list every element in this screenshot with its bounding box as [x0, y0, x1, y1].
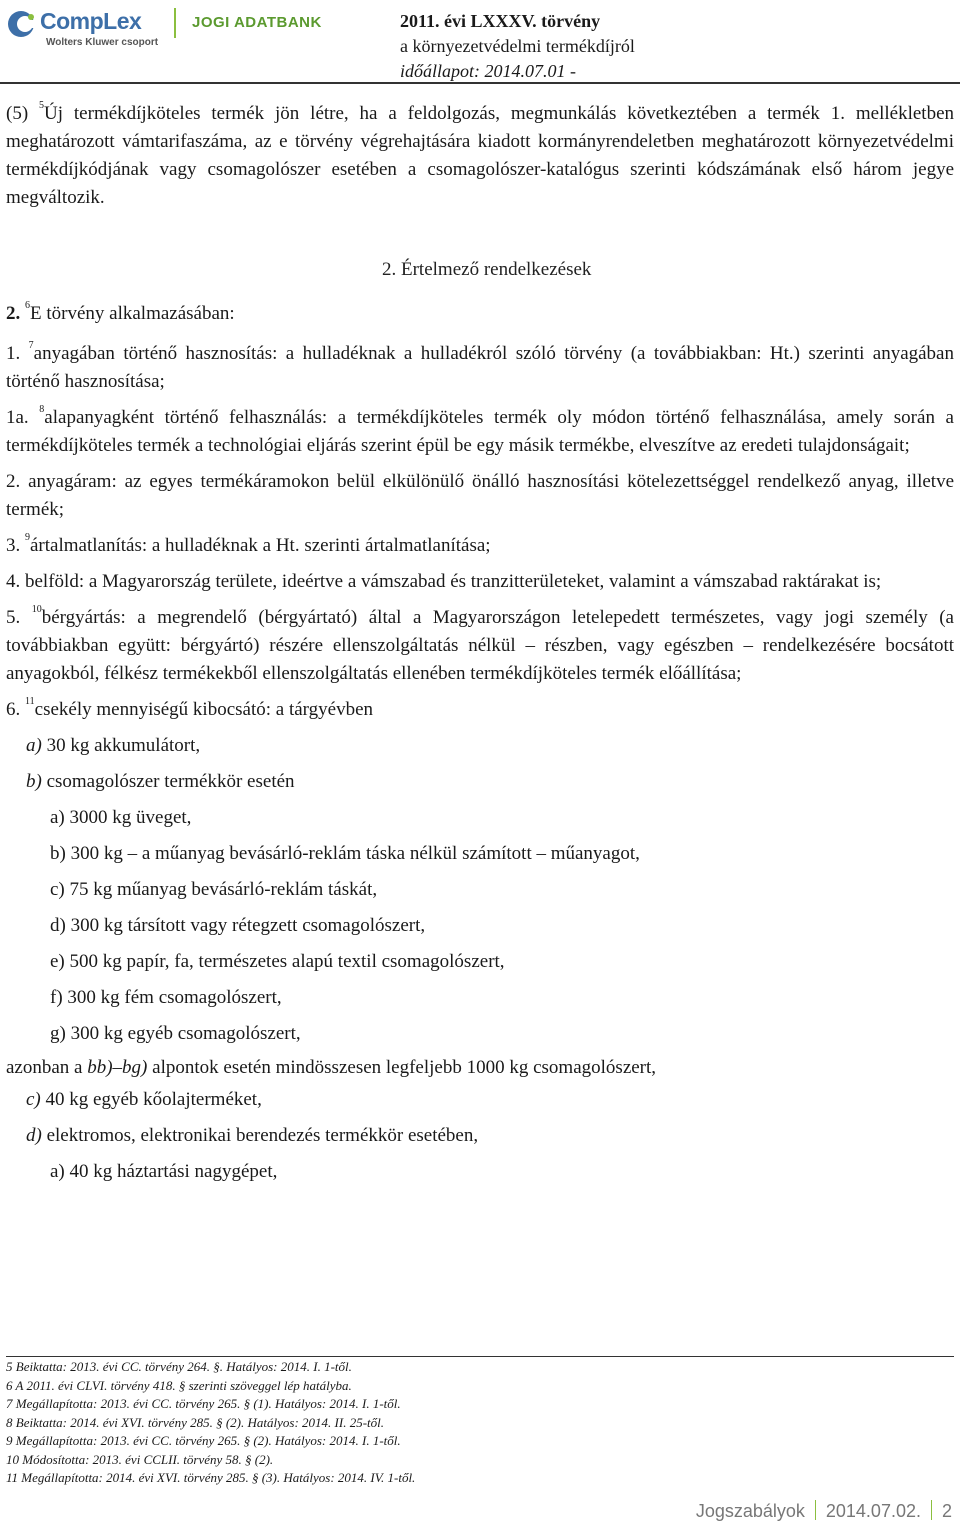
footnotes — [6, 1356, 954, 1488]
page-footer — [696, 1500, 952, 1522]
footnote-ref[interactable]: 6 — [25, 300, 30, 311]
complex-logo-icon — [6, 8, 40, 42]
sub-item: g) 300 kg egyéb csomagolószert, — [50, 1023, 301, 1044]
footer-separator — [931, 1500, 932, 1520]
footer-source: Jogszabályok — [695, 1501, 805, 1521]
footnote-ref[interactable]: 5 — [39, 100, 45, 111]
sub-item: c) 75 kg műanyag bevásárló-reklám táskát, — [50, 879, 378, 900]
item-b: b) csomagolószer termékkör esetén — [26, 771, 295, 792]
complex-logo-name: CompLex — [40, 8, 142, 34]
footer-separator — [815, 1500, 816, 1520]
footnote-ref[interactable]: 10 — [31, 604, 42, 615]
document-header — [400, 9, 635, 84]
sub-item: b) 300 kg – a műanyag bevásárló-reklám táska nélkül számított – műanyagot, — [50, 843, 640, 864]
paragraph-5: (5) $^5$Új termékdíjköteles termék jön létre, ha a feldolgozás, megmunkálás következtében a termék 1. mellékletben meghatározott vámtarifaszáma, az e törvény végrehajtására kiadott kormányrendeletben meghatározott környezetvédelmi termékdíjkódjának vagy csomagolószer esetében a csomagolószer-katalógus szerinti kódszámának első három jegye megváltozik. — [6, 100, 954, 208]
sub-item: f) 300 kg fém csomagolószert, — [50, 987, 282, 1008]
page-header — [0, 0, 960, 80]
page-number: 2 — [941, 1501, 952, 1521]
sub-item: a) 40 kg háztartási nagygépet, — [50, 1161, 278, 1182]
footnote-ref[interactable]: 7 — [28, 340, 34, 351]
jogi-adatbank-logo: JOGI ADATBANK — [192, 14, 322, 31]
definition-item: 3. $^9$ártalmatlanítás: a hulladéknak a Ht. szerinti ártalmatlanítása; — [6, 532, 491, 556]
sub-item: e) 500 kg papír, fa, természetes alapú textil csomagolószert, — [50, 951, 505, 972]
sub-item: d) 300 kg társított vagy rétegzett csomagolószert, — [50, 915, 426, 936]
footnote: 7 Megállapította: 2013. évi CC. törvény 265. § (1). Hatályos: 2014. I. 1-től. — [6, 1396, 401, 1411]
definition-item: 1. $^7$anyagában történő hasznosítás: a hulladéknak a hulladékról szóló törvény (a továbbiakban: Ht.) szerinti anyagában történő hasznosítása; — [6, 340, 954, 392]
footer-date: 2014.07.02. — [825, 1501, 921, 1521]
definition-item: 4. belföld: a Magyarország területe, ideértve a vámszabad és tranzitterületeket, valamint a vámszabad raktárakat is; — [6, 571, 882, 592]
header-rule — [0, 82, 960, 84]
item-d: d) elektromos, elektronikai berendezés termékkör esetében, — [26, 1125, 479, 1146]
footnote-ref[interactable]: 8 — [39, 404, 45, 415]
item-c: c) 40 kg egyéb kőolajterméket, — [26, 1089, 262, 1110]
footnote-ref[interactable]: 9 — [25, 532, 30, 543]
definition-item: 2. anyagáram: az egyes termékáramokon belül elkülönülő önálló hasznosítási kötelezettséggel rendelkező anyag, illetve termék; — [6, 471, 955, 520]
footnote: 5 Beiktatta: 2013. évi CC. törvény 264. §. Hatályos: 2014. I. 1-től. — [6, 1359, 352, 1374]
footnote: 10 Módosította: 2013. évi CCLII. törvény 58. § (2). — [6, 1451, 274, 1467]
footnote: 9 Megállapította: 2013. évi CC. törvény 265. § (2). Hatályos: 2014. I. 1-től. — [6, 1433, 401, 1448]
item-a: a) 30 kg akkumulátort, — [26, 735, 201, 756]
law-subtitle: a környezetvédelmi termékdíjról — [400, 36, 635, 56]
logo-divider — [174, 8, 176, 38]
definition-item: 5. $^{10}$bérgyártás: a megrendelő (bérgyártató) által a Magyarországon letelepedett természetes, vagy jogi személy (a továbbiakban együtt: bérgyártó) részére ellenszolgáltatás nélkül – részben, vagy egészben – rendelkezésére bocsátott anyagokból, félkész termékekből ellenszolgáltatás ellenében termékdíjköteles termék előállítása; — [6, 604, 954, 684]
complex-logo-subtitle: Wolters Kluwer csoport — [46, 37, 159, 48]
footnote: 6 A 2011. évi CLVI. törvény 418. § szerinti szöveggel lép hatályba. — [6, 1377, 352, 1393]
footnote: 8 Beiktatta: 2014. évi XVI. törvény 285. § (2). Hatályos: 2014. II. 25-től. — [6, 1414, 384, 1430]
complex-logo — [6, 6, 166, 50]
definition-item: 6. $^{11}$csekély mennyiségű kibocsátó: a tárgyévben — [6, 696, 374, 720]
law-title: 2011. évi LXXXV. törvény — [400, 11, 601, 31]
footnote-ref[interactable]: 11 — [25, 696, 35, 707]
definition-item: 1a. $^8$alapanyagként történő felhasználás: a termékdíjköteles termék oly módon történő felhasználása, amely során a termékdíjköteles termék a technológiai eljárás szerint épül be egy másik termékbe, elveszítve az eredeti tulajdonságait; — [6, 404, 954, 456]
footnote: 11 Megállapította: 2014. évi XVI. törvény 285. § (3). Hatályos: 2014. IV. 1-től. — [6, 1470, 416, 1485]
effective-date: időállapot: 2014.07.01 - — [400, 61, 576, 81]
sub-item: a) 3000 kg üveget, — [50, 807, 192, 828]
section-2-intro: 2. $^6$E törvény alkalmazásában: — [6, 300, 235, 324]
document-body — [6, 100, 954, 1186]
section-heading: 2. Értelmező rendelkezések — [382, 259, 592, 280]
limit-clause: azonban a bb)–bg) alpontok esetén mindösszesen legfeljebb 1000 kg csomagolószert, — [6, 1057, 657, 1078]
